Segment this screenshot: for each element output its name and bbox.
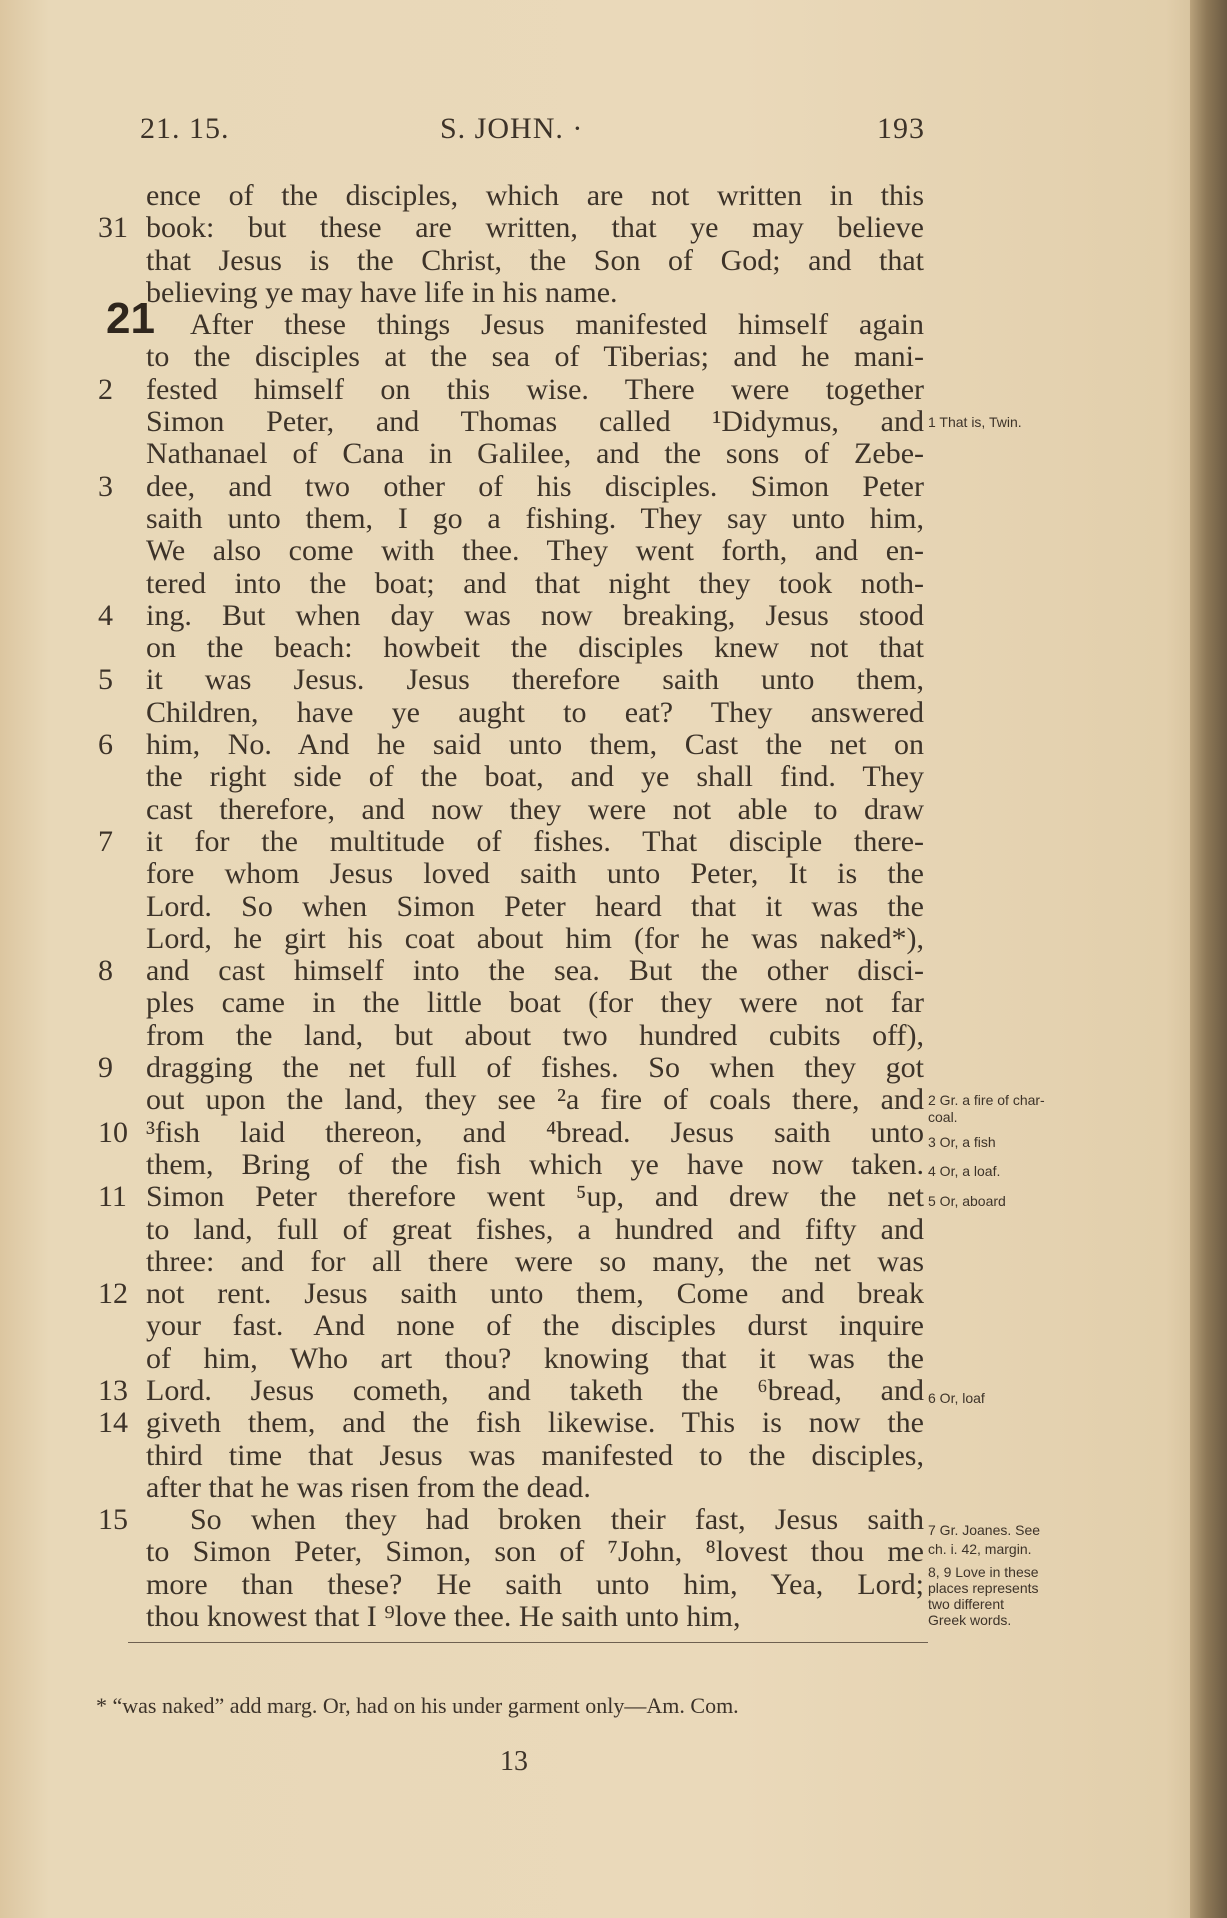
- line-text: it for the multitude of fishes. That disciple there-: [146, 824, 924, 858]
- header-book-title: S. JOHN. ·: [440, 112, 584, 145]
- line-text: Children, have ye aught to eat? They answered: [146, 695, 924, 729]
- line-text: on the beach: howbeit the disciples knew not that: [146, 631, 924, 665]
- text-line: [146, 794, 924, 826]
- text-line: [98, 728, 924, 762]
- footnote: * “was naked” add marg. Or, had on his under garment only—Am. Com.: [96, 1693, 739, 1718]
- line-text: believing ye may have life in his name.: [146, 275, 618, 309]
- verse-number: 5: [98, 663, 113, 697]
- text-line: [98, 1051, 924, 1085]
- line-text: out upon the land, they see ²a fire of coals there, and: [146, 1083, 924, 1117]
- verse-number: 8: [98, 954, 113, 988]
- verse-number: 2: [98, 372, 113, 406]
- text-line: [146, 697, 924, 729]
- line-text: thou knowest that I ⁹love thee. He saith unto him,: [146, 1600, 741, 1634]
- page-edge: [1190, 0, 1227, 1918]
- header-page-number: 193: [877, 112, 925, 145]
- header-reference: 21. 15.: [140, 112, 230, 145]
- verse-number: 4: [98, 598, 113, 632]
- text-line: [98, 1115, 924, 1149]
- text-line: [146, 1246, 924, 1278]
- signature-mark: 13: [500, 1746, 528, 1777]
- line-text: saith unto them, I go a fishing. They say unto him,: [146, 501, 924, 535]
- text-line: [98, 598, 924, 632]
- text-line: [146, 1084, 924, 1116]
- verse-number: 9: [98, 1051, 113, 1085]
- margin-note: 7 Gr. Joanes. See: [928, 1521, 1041, 1538]
- verse-number: 11: [98, 1180, 127, 1214]
- text-line: [106, 294, 924, 344]
- line-text: not rent. Jesus saith unto them, Come and break: [146, 1277, 924, 1311]
- margin-note: 3 Or, a fish: [928, 1134, 996, 1151]
- text-line: [98, 1373, 924, 1407]
- verse-number: 15: [98, 1503, 128, 1537]
- text-line: [146, 503, 924, 535]
- text-line: [146, 1149, 924, 1181]
- line-text: Lord. Jesus cometh, and taketh the ⁶bread, and: [146, 1373, 924, 1407]
- margin-note: two different: [928, 1596, 1005, 1613]
- chapter-number: 21: [106, 294, 155, 344]
- line-text: cast therefore, and now they were not able to draw: [146, 792, 924, 826]
- text-line: [146, 406, 924, 438]
- line-text: book: but these are written, that ye may believe: [146, 211, 924, 245]
- line-text: giveth them, and the fish likewise. This is now the: [146, 1406, 924, 1440]
- line-text: Simon Peter, and Thomas called ¹Didymus, and: [146, 405, 924, 439]
- text-line: [146, 1343, 924, 1375]
- text-line: [146, 277, 924, 309]
- verse-number: 31: [98, 211, 128, 245]
- verse-number: 6: [98, 728, 113, 762]
- text-line: [146, 568, 924, 600]
- line-text: dee, and two other of his disciples. Simon Peter: [146, 469, 924, 503]
- text-line: [146, 858, 924, 890]
- footnote-divider: [128, 1642, 928, 1643]
- margin-note: coal.: [928, 1108, 958, 1125]
- line-text: Lord, he girt his coat about him (for he was naked*),: [146, 921, 924, 955]
- line-text: and cast himself into the sea. But the other disci-: [146, 954, 924, 988]
- line-text: fore whom Jesus loved saith unto Peter, It is the: [146, 857, 924, 891]
- text-line: [146, 1020, 924, 1052]
- line-text: dragging the net full of fishes. So when they got: [146, 1051, 924, 1085]
- text-line: [146, 987, 924, 1019]
- text-line: [146, 180, 924, 212]
- line-text: After these things Jesus manifested himself again: [190, 308, 924, 342]
- line-text: ³fish laid thereon, and ⁴bread. Jesus saith unto: [146, 1115, 924, 1149]
- text-line: [146, 1310, 924, 1342]
- line-text: ing. But when day was now breaking, Jesus stood: [146, 598, 924, 632]
- line-text: Simon Peter therefore went ⁵up, and drew the net: [146, 1180, 924, 1214]
- line-text: that Jesus is the Christ, the Son of God; and that: [146, 243, 924, 277]
- line-text: it was Jesus. Jesus therefore saith unto them,: [146, 663, 924, 697]
- verse-number: 12: [98, 1277, 128, 1311]
- line-text: tered into the boat; and that night they took noth-: [146, 566, 924, 600]
- text-line: [146, 535, 924, 567]
- text-line: [98, 372, 924, 406]
- line-text: your fast. And none of the disciples durst inquire: [146, 1309, 924, 1343]
- line-text: Nathanael of Cana in Galilee, and the sons of Zebe-: [146, 437, 924, 471]
- line-text: after that he was risen from the dead.: [146, 1470, 591, 1504]
- line-text: to land, full of great fishes, a hundred and fifty and: [146, 1212, 924, 1246]
- text-line: [146, 341, 924, 373]
- verse-number: 3: [98, 469, 113, 503]
- line-text: ence of the disciples, which are not written in this: [146, 179, 924, 212]
- scripture-text: [98, 179, 924, 1634]
- text-line: [98, 1277, 924, 1311]
- text-line: [98, 211, 924, 245]
- line-text: to the disciples at the sea of Tiberias; and he mani-: [146, 340, 924, 374]
- margin-note: 4 Or, a loaf.: [928, 1163, 1001, 1180]
- margin-note: 1 That is, Twin.: [928, 414, 1022, 431]
- text-line: [146, 1472, 924, 1504]
- verse-number: 14: [98, 1406, 128, 1440]
- line-text: to Simon Peter, Simon, son of ⁷John, ⁸lovest thou me: [146, 1535, 924, 1569]
- line-text: ples came in the little boat (for they were not far: [146, 986, 924, 1020]
- verse-number: 7: [98, 824, 113, 858]
- margin-note: ch. i. 42, margin.: [928, 1541, 1032, 1558]
- line-text: We also come with thee. They went forth, and en-: [146, 534, 924, 568]
- text-line: [98, 663, 924, 697]
- line-text: more than these? He saith unto him, Yea, Lord;: [146, 1567, 924, 1601]
- verse-number: 10: [98, 1115, 128, 1149]
- line-text: Lord. So when Simon Peter heard that it was the: [146, 889, 924, 923]
- text-line: [146, 761, 924, 793]
- text-line: [146, 1214, 924, 1246]
- margin-note: 2 Gr. a fire of char-: [928, 1092, 1045, 1109]
- text-line: [146, 1536, 924, 1568]
- line-text: three: and for all there were so many, the net was: [146, 1244, 924, 1278]
- text-line: [146, 1440, 924, 1472]
- text-line: [146, 438, 924, 470]
- text-line: [98, 469, 924, 503]
- text-line: [98, 954, 924, 988]
- line-text: third time that Jesus was manifested to the disciples,: [146, 1438, 924, 1472]
- text-line: [146, 1569, 924, 1601]
- margin-note: 8, 9 Love in these: [928, 1563, 1039, 1580]
- text-line: [98, 1180, 924, 1214]
- margin-note: places represents: [928, 1580, 1039, 1597]
- line-text: So when they had broken their fast, Jesus saith: [190, 1503, 924, 1537]
- margin-note: 6 Or, loaf: [928, 1389, 985, 1406]
- line-text: them, Bring of the fish which ye have now taken.: [146, 1147, 924, 1181]
- margin-note: Greek words.: [928, 1612, 1012, 1629]
- text-line: [98, 1503, 924, 1537]
- text-line: [146, 1601, 924, 1633]
- text-line: [146, 245, 924, 277]
- text-line: [98, 824, 924, 858]
- margin-note: 5 Or, aboard: [928, 1192, 1006, 1209]
- line-text: from the land, but about two hundred cubits off),: [146, 1018, 924, 1052]
- line-text: him, No. And he said unto them, Cast the net on: [146, 728, 924, 762]
- text-line: [146, 891, 924, 923]
- line-text: fested himself on this wise. There were together: [146, 372, 924, 406]
- line-text: the right side of the boat, and ye shall find. They: [146, 760, 924, 794]
- text-line: [98, 1406, 924, 1440]
- text-line: [146, 923, 924, 955]
- verse-number: 13: [98, 1373, 128, 1407]
- running-header: [140, 112, 925, 152]
- line-text: of him, Who art thou? knowing that it was the: [146, 1341, 924, 1375]
- text-line: [146, 632, 924, 664]
